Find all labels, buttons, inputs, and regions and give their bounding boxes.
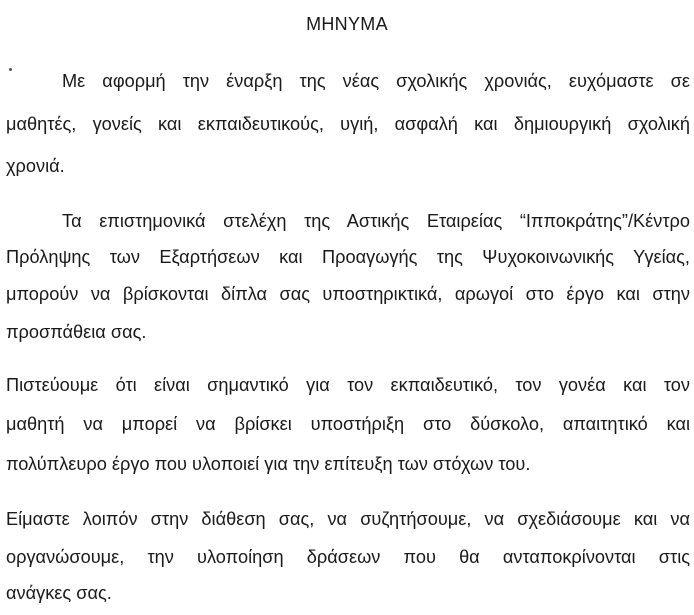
paragraph-2-line-4: προσπάθεια σας. xyxy=(6,322,147,342)
paragraph-4-line-2: οργανώσουμε, την υλοποίηση δράσεων που θα ανταποκρίνονται στις xyxy=(6,547,690,567)
paragraph-2-line-3: μπορούν να βρίσκονται δίπλα σας υποστηρικτικά, αρωγοί στο έργο και στην xyxy=(6,284,690,304)
paragraph-1-line-3: χρονιά. xyxy=(6,156,65,176)
paragraph-2-line-1: Τα επιστημονικά στελέχη της Αστικής Εταιρείας “Ιπποκράτης”/Κέντρο xyxy=(62,211,690,231)
paragraph-4-line-1: Είμαστε λοιπόν στην διάθεση σας, να συζητήσουμε, να σχεδιάσουμε και να xyxy=(6,509,690,529)
paragraph-3-line-2: μαθητή να μπορεί να βρίσκει υποστήριξη στο δύσκολο, απαιτητικό και xyxy=(6,414,690,434)
scan-speck xyxy=(9,68,12,71)
paragraph-2-line-2: Πρόληψης των Εξαρτήσεων και Προαγωγής της Ψυχοκοινωνικής Υγείας, xyxy=(6,247,690,267)
paragraph-3-line-3: πολύπλευρο έργο που υλοποιεί για την επίτευξη των στόχων του. xyxy=(6,454,531,474)
document-title: ΜΗΝΥΜΑ xyxy=(306,14,388,34)
paragraph-3-line-1: Πιστεύουμε ότι είναι σημαντικό για τον εκπαιδευτικό, τον γονέα και τον xyxy=(6,375,690,395)
paragraph-1-line-2: μαθητές, γονείς και εκπαιδευτικούς, υγιή, ασφαλή και δημιουργική σχολική xyxy=(6,114,690,134)
paragraph-1-line-1: Με αφορμή την έναρξη της νέας σχολικής χρονιάς, ευχόμαστε σε xyxy=(62,71,690,91)
paragraph-4-line-3: ανάγκες σας. xyxy=(6,583,112,603)
